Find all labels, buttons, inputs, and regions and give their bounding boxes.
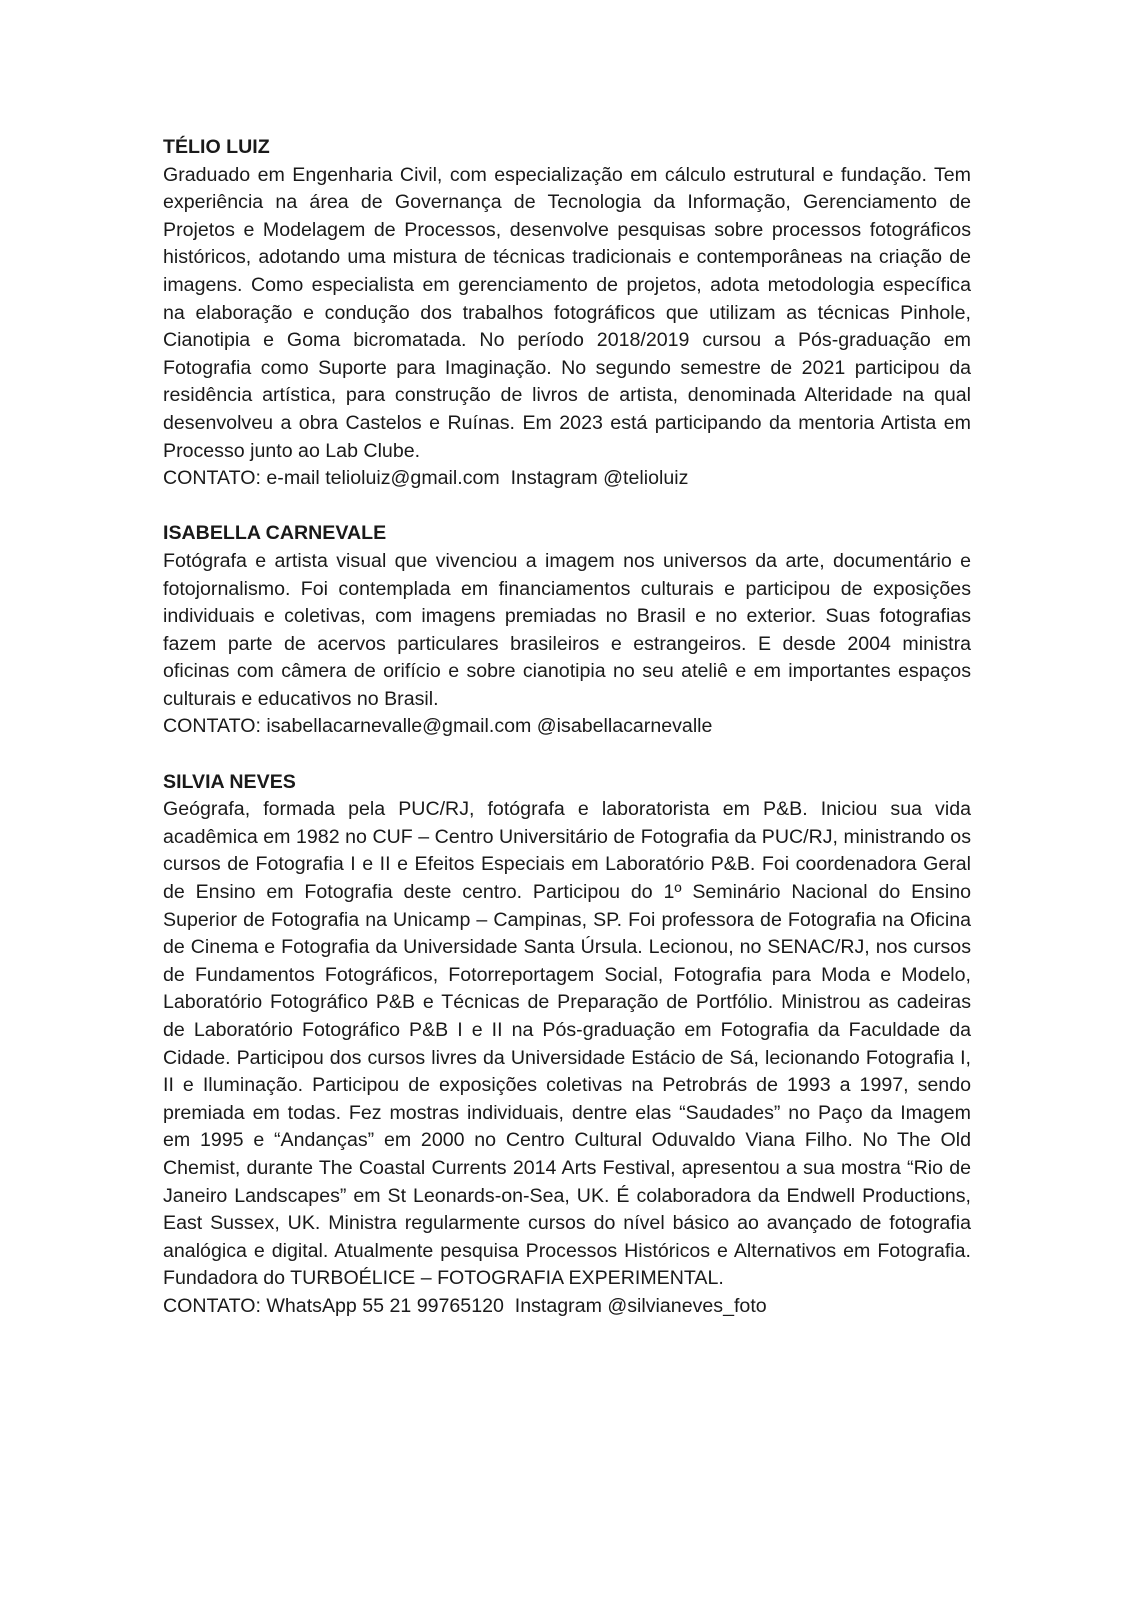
bio-text: Graduado em Engenharia Civil, com especialização em cálculo estrutural e fundação. Tem experiência na área de Governança de Tecnologia da Informação, Gerenciamento de Projetos e Modelagem de Processos, desenvolve pesquisas sobre processos fotográficos históricos, adotando uma mistura de técnicas tradicionais e contemporâneas na criação de imagens. Como especialista em gerenciamento de projetos, adota metodologia específica na elaboração e condução dos trabalhos fotográficos que utilizam as técnicas Pinhole, Cianotipia e Goma bicromatada. No período 2018/2019 cursou a Pós-graduação em Fotografia como Suporte para Imaginação. No segundo semestre de 2021 participou da residência artística, para construção de livros de artista, denominada Alteridade na qual desenvolveu a obra Castelos e Ruínas. Em 2023 está participando da mentoria Artista em Processo junto ao Lab Clube. bbox=[163, 163, 971, 462]
bio-isabella-carnevale bbox=[163, 520, 971, 741]
bio-contact: CONTATO: e-mail telioluiz@gmail.com Instagram @telioluiz bbox=[163, 467, 689, 490]
bio-text: Geógrafa, formada pela PUC/RJ, fotógrafa e laboratorista em P&B. Iniciou sua vida acadêmica em 1982 no CUF – Centro Universitário de Fotografia da PUC/RJ, ministrando os cursos de Fotografia I e II e Efeitos Especiais em Laboratório P&B. Foi coordenadora Geral de Ensino em Fotografia deste centro. Participou do 1º Seminário Nacional do Ensino Superior de Fotografia na Unicamp – Campinas, SP. Foi professora de Fotografia na Oficina de Cinema e Fotografia da Universidade Santa Úrsula. Lecionou, no SENAC/RJ, nos cursos de Fundamentos Fotográficos, Fotorreportagem Social, Fotografia para Moda e Modelo, Laboratório Fotográfico P&B e Técnicas de Preparação de Portfólio. Ministrou as cadeiras de Laboratório Fotográfico P&B I e II na Pós-graduação em Fotografia da Faculdade da Cidade. Participou dos cursos livres da Universidade Estácio de Sá, lecionando Fotografia I, II e Iluminação. Participou de exposições coletivas na Petrobrás de 1993 a 1997, sendo premiada em todas. Fez mostras individuais, dentre elas “Saudades” no Paço da Imagem em 1995 e “Andanças” em 2000 no Centro Cultural Oduvaldo Viana Filho. No The Old Chemist, durante The Coastal Currents 2014 Arts Festival, apresentou a sua mostra “Rio de Janeiro Landscapes” em St Leonards-on-Sea, UK. É colaboradora da Endwell Productions, East Sussex, UK. Ministra regularmente cursos do nível básico ao avançado de fotografia analógica e digital. Atualmente pesquisa Processos Históricos e Alternativos em Fotografia. Fundadora do TURBOÉLICE – FOTOGRAFIA EXPERIMENTAL. bbox=[163, 798, 971, 1290]
bio-silvia-neves bbox=[163, 769, 971, 1321]
document-page bbox=[163, 134, 971, 1321]
bio-name: ISABELLA CARNEVALE bbox=[163, 522, 387, 545]
bio-contact: CONTATO: WhatsApp 55 21 99765120 Instagram @silvianeves_foto bbox=[163, 1294, 767, 1317]
bio-text: Fotógrafa e artista visual que vivenciou a imagem nos universos da arte, documentário e fotojornalismo. Foi contemplada em financiamentos culturais e participou de exposições individuais e coletivas, com imagens premiadas no Brasil e no exterior. Suas fotografias fazem parte de acervos particulares brasileiros e estrangeiros. E desde 2004 ministra oficinas com câmera de orifício e sobre cianotipia no seu ateliê e em importantes espaços culturais e educativos no Brasil. bbox=[163, 549, 971, 710]
bio-name: TÉLIO LUIZ bbox=[163, 136, 270, 158]
bio-name: SILVIA NEVES bbox=[163, 770, 296, 793]
bio-contact: CONTATO: isabellacarnevalle@gmail.com @isabellacarnevalle bbox=[163, 715, 713, 738]
bio-telio-luiz bbox=[163, 134, 971, 493]
